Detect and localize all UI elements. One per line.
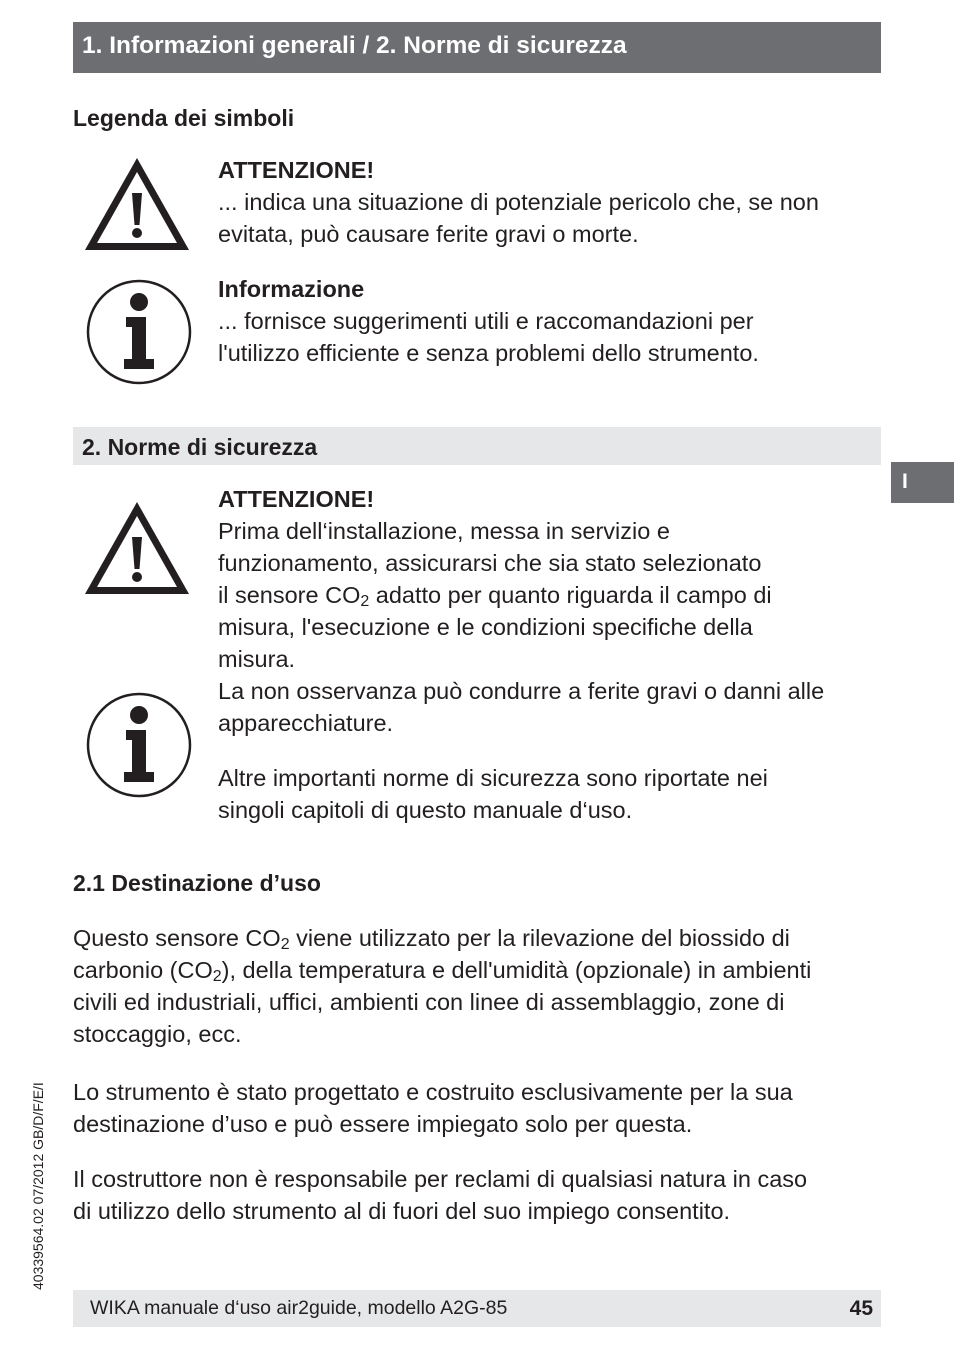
language-tab [891,462,954,503]
page-title: 1. Informazioni generali / 2. Norme di sicurezza [82,32,627,59]
footer-text: WIKA manuale d‘uso air2guide, modello A2G-85 [90,1297,508,1319]
section-title: 2. Norme di sicurezza [82,434,318,460]
legend-info-line: ... fornisce suggerimenti utili e raccomandazioni per [218,308,754,334]
legend-warning-title: ATTENZIONE! [218,157,375,183]
legend-warning-line: evitata, può causare ferite gravi o morte. [218,221,639,247]
paragraph-line: civili ed industriali, uffici, ambienti con linee di assemblaggio, zone di [73,989,785,1015]
safety-warning-line: funzionamento, assicurarsi che sia stato selezionato [218,550,762,576]
paragraph-line: stoccaggio, ecc. [73,1021,242,1047]
design-paragraph [73,1076,793,1140]
safety-note-line: singoli capitoli di questo manuale d‘uso. [218,797,633,823]
warning-triangle-icon [82,153,192,263]
legend-heading: Legenda dei simboli [73,105,295,131]
header-bar [73,22,881,73]
document-code: 40339564.02 07/2012 GB/D/F/E/I [30,1082,46,1290]
safety-warning-line: La non osservanza può condurre a ferite gravi o danni alle [218,678,825,704]
legend-info-block [218,273,759,369]
warning-triangle-icon [82,497,192,607]
safety-warning-line: misura. [218,646,296,672]
section-bar [73,427,881,465]
safety-warning-title: ATTENZIONE! [218,486,375,512]
safety-warning-line: il sensore $CO_2$ adatto per quanto riguarda il campo di [218,582,772,610]
intended-use-paragraph [73,922,811,1050]
page-number: 45 [849,1297,873,1320]
safety-warning-line: misura, l'esecuzione e le condizioni specifiche della [218,614,753,640]
info-circle-icon [84,690,194,800]
legend-warning-block [218,154,819,250]
paragraph-line: di utilizzo dello strumento al di fuori del suo impiego consentito. [73,1198,731,1224]
intended-use-heading: 2.1 Destinazione d’uso [73,870,321,896]
safety-note-block [218,762,768,826]
safety-warning-line: Prima dell‘installazione, messa in servizio e [218,518,670,544]
paragraph-line: Il costruttore non è responsabile per reclami di qualsiasi natura in caso [73,1166,808,1192]
safety-warning-line: apparecchiature. [218,710,394,736]
legend-info-title: Informazione [218,276,365,302]
legend-warning-line: ... indica una situazione di potenziale pericolo che, se non [218,189,819,215]
paragraph-line: destinazione d’uso e può essere impiegato solo per questa. [73,1111,693,1137]
language-tab-label: I [902,470,908,493]
footer-bar [73,1290,881,1327]
liability-paragraph [73,1163,807,1227]
info-circle-icon [84,277,194,387]
paragraph-line: Lo strumento è stato progettato e costruito esclusivamente per la sua [73,1079,793,1105]
safety-warning-block [218,483,824,739]
paragraph-line: carbonio $(CO_2)$, della temperatura e dell'umidità (opzionale) in ambienti [73,957,812,985]
safety-note-line: Altre importanti norme di sicurezza sono riportate nei [218,765,768,791]
legend-info-line: l'utilizzo efficiente e senza problemi dello strumento. [218,340,759,366]
paragraph-line: Questo sensore $CO_2$ viene utilizzato per la rilevazione del biossido di [73,925,790,953]
